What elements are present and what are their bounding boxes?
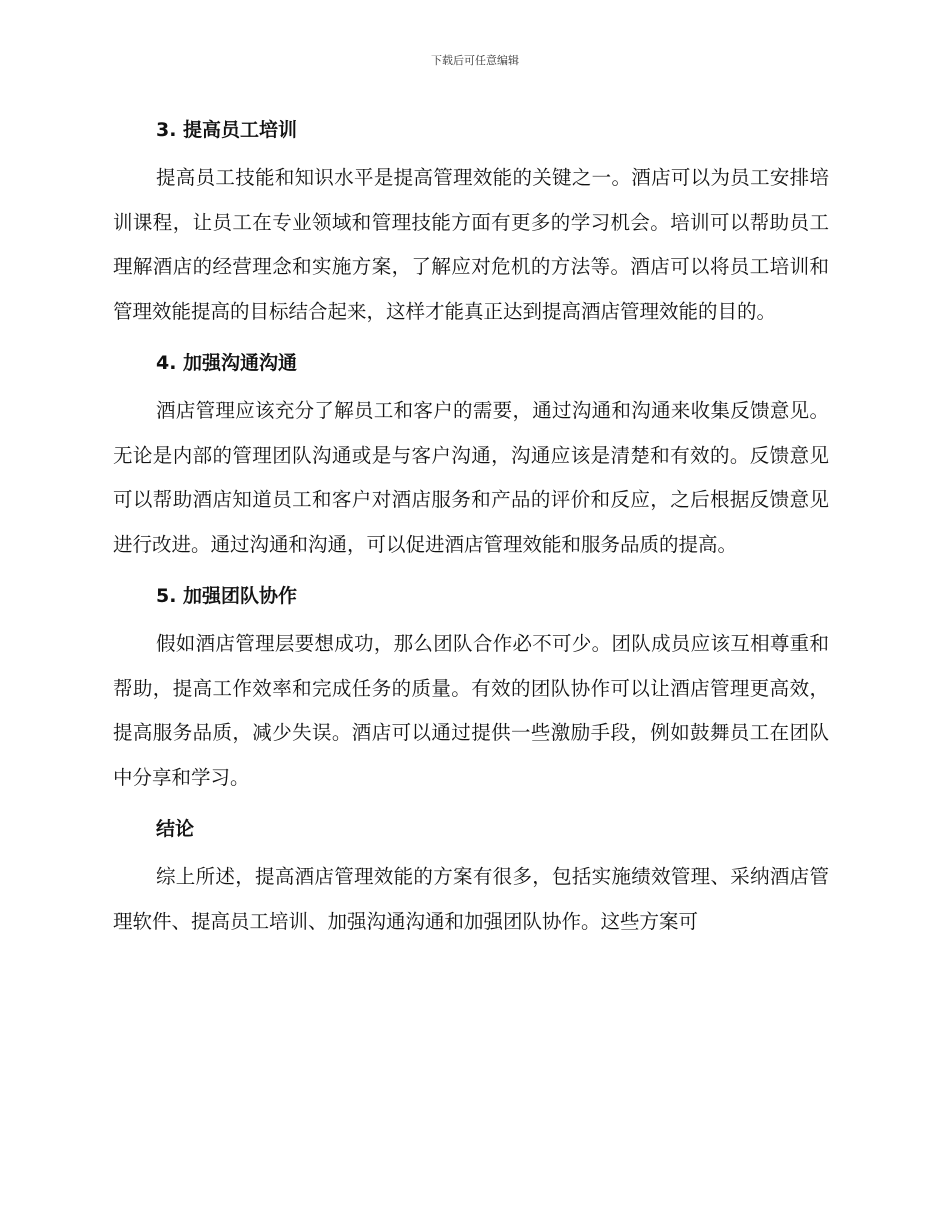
page-header-note: 下载后可任意编辑 (431, 54, 519, 67)
paragraph-communication: 酒店管理应该充分了解员工和客户的需要，通过沟通和沟通来收集反馈意见。无论是内部的管理团队沟通或是与客户沟通，沟通应该是清楚和有效的。反馈意见可以帮助酒店知道员工和客户对酒店服务和产品的评价和反应，之后根据反馈意见进行改进。通过沟通和沟通，可以促进酒店管理效能和服务品质的提高。 (113, 399, 829, 556)
section-heading-teamwork: 5. 加强团队协作 (156, 585, 298, 607)
paragraph-training: 提高员工技能和知识水平是提高管理效能的关键之一。酒店可以为员工安排培训课程，让员工在专业领域和管理技能方面有更多的学习机会。培训可以帮助员工理解酒店的经营理念和实施方案，了解应对危机的方法等。酒店可以将员工培训和管理效能提高的目标结合起来，这样才能真正达到提高酒店管理效能的目的。 (113, 166, 829, 323)
paragraph-conclusion: 综上所述，提高酒店管理效能的方案有很多，包括实施绩效管理、采纳酒店管理软件、提高员工培训、加强沟通沟通和加强团队协作。这些方案可 (113, 865, 829, 933)
paragraph-teamwork: 假如酒店管理层要想成功，那么团队合作必不可少。团队成员应该互相尊重和帮助，提高工作效率和完成任务的质量。有效的团队协作可以让酒店管理更高效，提高服务品质，减少失误。酒店可以通过提供一些激励手段，例如鼓舞员工在团队中分享和学习。 (113, 632, 829, 789)
section-heading-training: 3. 提高员工培训 (156, 119, 298, 141)
section-heading-communication: 4. 加强沟通沟通 (156, 352, 298, 374)
section-heading-conclusion: 结论 (156, 818, 195, 840)
document-body (113, 108, 829, 944)
